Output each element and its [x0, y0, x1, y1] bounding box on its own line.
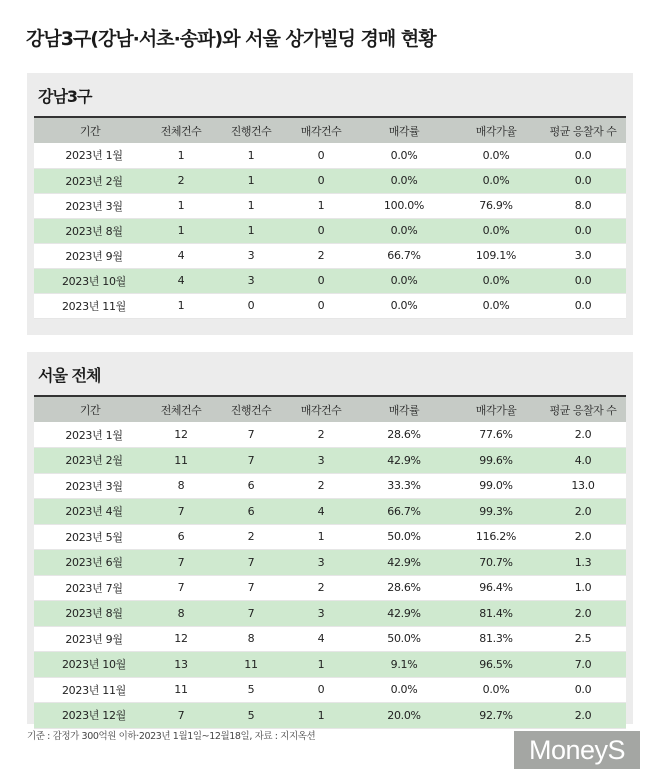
table-header-row: [34, 396, 626, 422]
column-header: 전체건수: [146, 117, 216, 143]
column-header: 매각가율: [452, 117, 540, 143]
table-cell: 66.7%: [356, 243, 452, 268]
section-gangnam: [27, 73, 633, 335]
table-cell: 42.9%: [356, 601, 452, 627]
table-row: [34, 193, 626, 218]
table-body: [34, 422, 626, 728]
table-cell: 2023년 11월: [34, 293, 146, 318]
table-cell: 50.0%: [356, 524, 452, 550]
table-cell: 7: [216, 422, 286, 448]
table-cell: 1: [286, 703, 356, 729]
table-cell: 4: [146, 243, 216, 268]
table-row: [34, 703, 626, 729]
table-cell: 8: [146, 601, 216, 627]
table-cell: 2023년 3월: [34, 193, 146, 218]
table-row: [34, 677, 626, 703]
table-cell: 99.6%: [452, 448, 540, 474]
table-cell: 0.0%: [452, 293, 540, 318]
table-cell: 8: [216, 626, 286, 652]
table-row: [34, 448, 626, 474]
table-row: [34, 626, 626, 652]
table-body: [34, 143, 626, 318]
table-cell: 11: [146, 677, 216, 703]
table-cell: 7: [216, 575, 286, 601]
table-cell: 3: [216, 268, 286, 293]
table-cell: 81.4%: [452, 601, 540, 627]
column-header: 기간: [34, 117, 146, 143]
table-cell: 2023년 12월: [34, 703, 146, 729]
data-table: [34, 395, 626, 729]
table-cell: 12: [146, 626, 216, 652]
table-cell: 20.0%: [356, 703, 452, 729]
table-cell: 28.6%: [356, 422, 452, 448]
column-header: 진행건수: [216, 396, 286, 422]
table-cell: 66.7%: [356, 499, 452, 525]
table-row: [34, 524, 626, 550]
table-cell: 1.0: [540, 575, 626, 601]
table-cell: 0.0%: [356, 143, 452, 168]
table-cell: 8: [146, 473, 216, 499]
table-cell: 3: [216, 243, 286, 268]
table-cell: 2023년 2월: [34, 168, 146, 193]
table-cell: 1: [146, 218, 216, 243]
table-row: [34, 143, 626, 168]
table-cell: 1: [146, 143, 216, 168]
table-cell: 0.0%: [356, 218, 452, 243]
table-cell: 2: [216, 524, 286, 550]
table-cell: 0: [286, 293, 356, 318]
table-cell: 42.9%: [356, 550, 452, 576]
table-cell: 1: [146, 193, 216, 218]
table-cell: 96.5%: [452, 652, 540, 678]
moneys-logo: MoneyS: [514, 731, 640, 769]
table-cell: 42.9%: [356, 448, 452, 474]
column-header: 평균 응찰자 수: [540, 396, 626, 422]
table-cell: 0.0: [540, 677, 626, 703]
table-cell: 109.1%: [452, 243, 540, 268]
table-cell: 0.0: [540, 218, 626, 243]
table-cell: 96.4%: [452, 575, 540, 601]
table-cell: 2023년 1월: [34, 422, 146, 448]
table-cell: 3: [286, 448, 356, 474]
table-cell: 0.0%: [356, 677, 452, 703]
section-title: 강남3구: [38, 87, 92, 106]
table-cell: 6: [146, 524, 216, 550]
table-cell: 2023년 9월: [34, 243, 146, 268]
table-cell: 2: [286, 575, 356, 601]
table-row: [34, 652, 626, 678]
table-cell: 4.0: [540, 448, 626, 474]
table-cell: 0.0%: [452, 218, 540, 243]
table-cell: 3: [286, 550, 356, 576]
table-cell: 1: [286, 652, 356, 678]
table-cell: 0: [216, 293, 286, 318]
footnote: 기준 : 감정가 300억원 이하·2023년 1월1일~12월18일, 자료 : 지지옥션: [27, 731, 316, 742]
table-cell: 7: [216, 601, 286, 627]
table-cell: 2023년 6월: [34, 550, 146, 576]
table-row: [34, 293, 626, 318]
column-header: 매각건수: [286, 117, 356, 143]
table-cell: 0.0%: [356, 293, 452, 318]
table-cell: 2023년 5월: [34, 524, 146, 550]
table-cell: 81.3%: [452, 626, 540, 652]
table-cell: 1: [286, 193, 356, 218]
table-cell: 28.6%: [356, 575, 452, 601]
table-cell: 1: [216, 193, 286, 218]
table-cell: 0.0%: [452, 143, 540, 168]
page-title: 강남3구(강남·서초·송파)와 서울 상가빌딩 경매 현황: [26, 28, 436, 50]
column-header: 기간: [34, 396, 146, 422]
table-cell: 7: [146, 499, 216, 525]
table-cell: 2: [286, 473, 356, 499]
table-cell: 2023년 1월: [34, 143, 146, 168]
table-row: [34, 168, 626, 193]
table-cell: 2023년 8월: [34, 601, 146, 627]
table-cell: 5: [216, 703, 286, 729]
table-cell: 13: [146, 652, 216, 678]
table-cell: 0.0: [540, 268, 626, 293]
table-cell: 7: [216, 448, 286, 474]
table-cell: 2.0: [540, 601, 626, 627]
table-cell: 7.0: [540, 652, 626, 678]
table-cell: 2023년 8월: [34, 218, 146, 243]
table-cell: 2023년 9월: [34, 626, 146, 652]
column-header: 진행건수: [216, 117, 286, 143]
column-header: 평균 응찰자 수: [540, 117, 626, 143]
table-cell: 5: [216, 677, 286, 703]
table-row: [34, 601, 626, 627]
table-cell: 1: [146, 293, 216, 318]
table-cell: 2023년 4월: [34, 499, 146, 525]
table-cell: 2: [146, 168, 216, 193]
table-cell: 77.6%: [452, 422, 540, 448]
table-cell: 7: [146, 703, 216, 729]
table-cell: 2023년 3월: [34, 473, 146, 499]
table-cell: 13.0: [540, 473, 626, 499]
table-cell: 0: [286, 168, 356, 193]
table-cell: 2.5: [540, 626, 626, 652]
table-cell: 6: [216, 499, 286, 525]
column-header: 매각가율: [452, 396, 540, 422]
table-cell: 2023년 2월: [34, 448, 146, 474]
table-row: [34, 499, 626, 525]
table-cell: 2023년 10월: [34, 268, 146, 293]
table-cell: 1: [286, 524, 356, 550]
table-cell: 2023년 7월: [34, 575, 146, 601]
table-cell: 0: [286, 143, 356, 168]
table-cell: 3: [286, 601, 356, 627]
table-cell: 2: [286, 422, 356, 448]
table-row: [34, 550, 626, 576]
table-cell: 33.3%: [356, 473, 452, 499]
table-cell: 7: [146, 575, 216, 601]
table-cell: 116.2%: [452, 524, 540, 550]
table-row: [34, 473, 626, 499]
table-cell: 4: [286, 499, 356, 525]
table-cell: 7: [216, 550, 286, 576]
table-cell: 0.0%: [356, 268, 452, 293]
table-cell: 100.0%: [356, 193, 452, 218]
table-cell: 0: [286, 677, 356, 703]
section-seoul: [27, 352, 633, 724]
column-header: 매각률: [356, 117, 452, 143]
table-cell: 4: [146, 268, 216, 293]
table-row: [34, 268, 626, 293]
table-cell: 0.0%: [452, 268, 540, 293]
table-cell: 2.0: [540, 524, 626, 550]
table-cell: 0: [286, 218, 356, 243]
table-cell: 3.0: [540, 243, 626, 268]
table-cell: 70.7%: [452, 550, 540, 576]
table-cell: 76.9%: [452, 193, 540, 218]
table-cell: 1: [216, 143, 286, 168]
table-cell: 0.0%: [452, 677, 540, 703]
table-cell: 1: [216, 168, 286, 193]
table-cell: 0.0: [540, 143, 626, 168]
table-cell: 99.3%: [452, 499, 540, 525]
table-row: [34, 422, 626, 448]
table-cell: 4: [286, 626, 356, 652]
table-cell: 11: [146, 448, 216, 474]
column-header: 전체건수: [146, 396, 216, 422]
table-cell: 1: [216, 218, 286, 243]
column-header: 매각건수: [286, 396, 356, 422]
table-cell: 8.0: [540, 193, 626, 218]
table-cell: 2023년 10월: [34, 652, 146, 678]
table-row: [34, 575, 626, 601]
table-cell: 12: [146, 422, 216, 448]
table-cell: 2.0: [540, 422, 626, 448]
table-cell: 99.0%: [452, 473, 540, 499]
table-cell: 0.0%: [356, 168, 452, 193]
table-row: [34, 243, 626, 268]
table-cell: 11: [216, 652, 286, 678]
table-cell: 2: [286, 243, 356, 268]
table-row: [34, 218, 626, 243]
table-cell: 0.0: [540, 293, 626, 318]
table-cell: 0.0%: [452, 168, 540, 193]
table-cell: 0.0: [540, 168, 626, 193]
table-cell: 0: [286, 268, 356, 293]
section-title: 서울 전체: [38, 366, 101, 385]
table-cell: 1.3: [540, 550, 626, 576]
table-cell: 2023년 11월: [34, 677, 146, 703]
table-cell: 7: [146, 550, 216, 576]
table-cell: 6: [216, 473, 286, 499]
column-header: 매각률: [356, 396, 452, 422]
table-cell: 2.0: [540, 499, 626, 525]
data-table: [34, 116, 626, 319]
table-cell: 92.7%: [452, 703, 540, 729]
table-header-row: [34, 117, 626, 143]
table-cell: 2.0: [540, 703, 626, 729]
table-cell: 50.0%: [356, 626, 452, 652]
table-cell: 9.1%: [356, 652, 452, 678]
